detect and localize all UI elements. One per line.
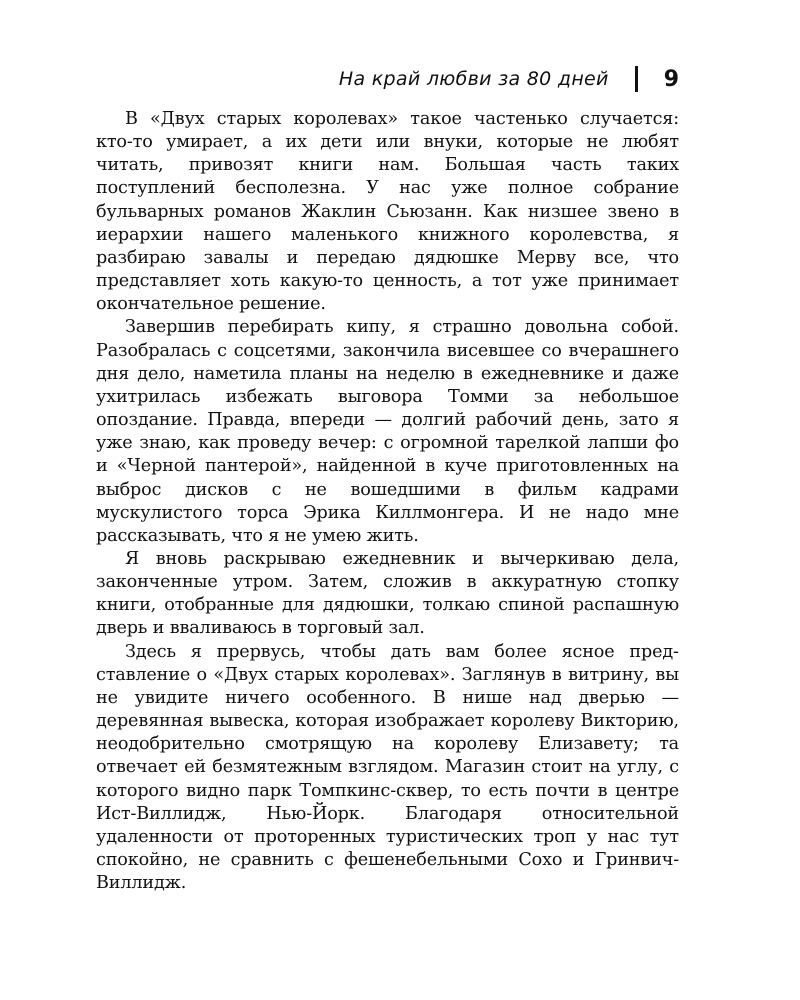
paragraph-3: Я вновь раскрываю ежедневник и вычеркиваю дела, законченные утром. Затем, сложив в аккуратную стопку книги, отобранные для дядюшки, толкаю спиной распашную дверь и вваливаюсь в торговый зал. bbox=[96, 548, 679, 639]
paragraph-1: В «Двух старых королевах» такое частенько случается: кто-то умирает, а их дети или внуки, которые не любят читать, привозят книги нам. Большая часть таких поступлений бесполезна. У нас уже полное собрание бульварных романов Жаклин Сьюзанн. Как низшее звено в иерархии нашего маленького книжного королевства, я разбираю завалы и передаю дядюшке Мерву все, что представляет хоть какую-то ценность, а тот уже принимает окончательное решение. bbox=[96, 109, 679, 315]
paragraph-2: Завершив перебирать кипу, я страшно довольна собой. Разобралась с соцсетями, закончила висевшее со вчерашнего дня дело, наметила планы на неделю в ежедневнике и даже ухитрилась избежать выговора Томми за небольшое опоздание. Правда, впереди — долгий рабочий день, зато я уже знаю, как проведу вечер: с огромной тарелкой лапши фо и «Черной пантерой», найденной в куче приготовленных на выброс дисков с не вошедшими в фильм кадрами мускулистого торса Эрика Киллмонгера. И не надо мне рассказывать, что я не умею жить. bbox=[96, 317, 679, 546]
header-divider bbox=[635, 66, 638, 92]
running-title: На край любви за 80 дней bbox=[338, 68, 609, 90]
body-text bbox=[96, 108, 679, 895]
page-number: 9 bbox=[663, 66, 679, 92]
paragraph-4: Здесь я прервусь, чтобы дать вам более ясное представление о «Двух старых королевах». Заглянув в витрину, вы не увидите ничего особенного. В нише над дверью — деревянная вывеска, которая изображает королеву Викторию, неодобрительно смотрящую на королеву Елизавету; та отвечает ей безмятежным взглядом. Магазин стоит на углу, с которого видно парк Томпкинс-сквер, то есть почти в центре Ист-Виллидж, Нью-Йорк. Благодаря относительной удаленности от проторенных туристических троп у нас тут спокойно, не сравнить с фешенебельными Сохо и Гринвич-Виллидж. bbox=[96, 641, 679, 894]
running-header bbox=[96, 62, 679, 96]
